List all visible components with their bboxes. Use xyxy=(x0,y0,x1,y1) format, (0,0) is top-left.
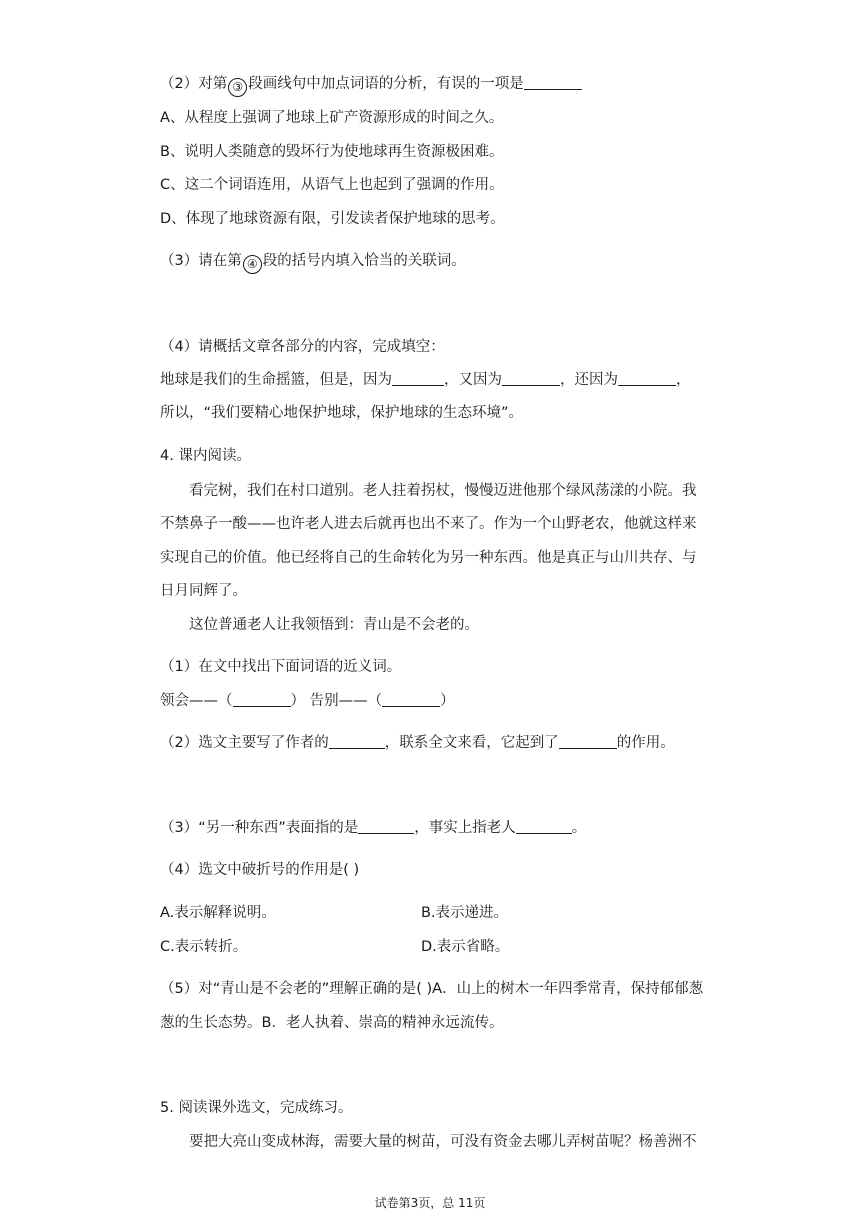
answer-blank[interactable] xyxy=(618,371,676,386)
option-b: B、说明人类随意的毁坏行为使地球再生资源极困难。 xyxy=(160,144,504,160)
option-b: B.表示递进。 xyxy=(421,905,509,921)
q4-para-line: 不禁鼻子一酸——也许老人进去后就再也出不来了。作为一个山野老农，他就这样来 xyxy=(160,516,697,532)
answer-blank[interactable] xyxy=(329,734,385,749)
q3-part3-question: （3）请在第 ④ 段的括号内填入恰当的关联词。 xyxy=(160,251,466,274)
option-c: C.表示转折。 xyxy=(160,939,248,955)
q4-sub5-line: 葱的生长态势。B．老人执着、崇高的精神永远流传。 xyxy=(160,1015,504,1031)
q4-sub1: （1）在文中找出下面词语的近义词。 xyxy=(160,659,402,675)
answer-blank[interactable] xyxy=(358,819,414,834)
q5-title: 5. 阅读课外选文，完成练习。 xyxy=(160,1100,353,1116)
q3-part2-question: （2）对第 ③ 段画线句中加点词语的分析，有误的一项是 xyxy=(160,74,582,97)
option-d: D.表示省略。 xyxy=(421,939,510,955)
q4-sub2: （2）选文主要写了作者的 ，联系全文来看，它起到了 的作用。 xyxy=(160,735,675,751)
q4-para-line: 日月同辉了。 xyxy=(160,583,247,599)
option-a: A、从程度上强调了地球上矿产资源形成的时间之久。 xyxy=(160,110,504,126)
option-c: C、这二个词语连用，从语气上也起到了强调的作用。 xyxy=(160,177,504,193)
q3-part4-conclusion: 所以，“我们要精心地保护地球，保护地球的生态环境”。 xyxy=(160,405,524,421)
answer-blank[interactable] xyxy=(233,692,291,707)
option-d: D、体现了地球资源有限，引发读者保护地球的思考。 xyxy=(160,211,505,227)
answer-blank[interactable] xyxy=(516,819,572,834)
q4-sub5-line: （5）对“青山是不会老的”理解正确的是( )A．山上的树木一年四季常青，保持郁郁葱 xyxy=(160,981,704,997)
q4-sub3: （3）“另一种东西”表面指的是 ，事实上指老人 。 xyxy=(160,820,587,836)
q4-sub1-words: 领会——（ ） 告别——（ ） xyxy=(160,693,455,709)
option-a: A.表示解释说明。 xyxy=(160,905,276,921)
answer-blank[interactable] xyxy=(392,371,444,386)
q4-para2: 这位普通老人让我领悟到：青山是不会老的。 xyxy=(189,617,479,633)
q4-title: 4. 课内阅读。 xyxy=(160,448,251,464)
q3-part4-fill-line: 地球是我们的生命摇篮，但是，因为 ，又因为 ，还因为 ， xyxy=(160,372,691,388)
answer-blank[interactable] xyxy=(502,371,560,386)
answer-blank[interactable] xyxy=(524,75,582,90)
q4-para-line: 看完树，我们在村口道别。老人拄着拐杖，慢慢迈进他那个绿风荡漾的小院。我 xyxy=(189,483,697,499)
q4-sub4: （4）选文中破折号的作用是( ) xyxy=(160,862,360,878)
q5-para-line: 要把大亮山变成林海，需要大量的树苗，可没有资金去哪儿弄树苗呢？杨善洲不 xyxy=(189,1134,697,1150)
circled-number: ③ xyxy=(228,78,247,97)
answer-blank[interactable] xyxy=(559,734,617,749)
answer-blank[interactable] xyxy=(382,692,440,707)
q3-part4-question: （4）请概括文章各部分的内容，完成填空： xyxy=(160,339,445,355)
page-footer: 试卷第3页，总 11页 xyxy=(374,1196,486,1210)
circled-number: ④ xyxy=(243,255,262,274)
q4-para-line: 实现自己的价值。他已经将自己的生命转化为另一种东西。他是真正与山川共存、与 xyxy=(160,550,697,566)
